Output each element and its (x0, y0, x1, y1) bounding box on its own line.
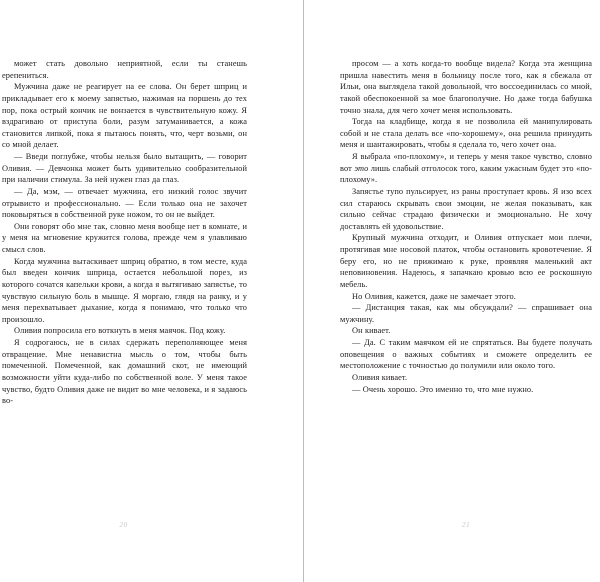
emphasised-word: это (354, 163, 369, 173)
right-page-textblock (340, 58, 592, 395)
page-number-left: 20 (119, 520, 128, 529)
paragraph: — Очень хорошо. Это именно то, что мне нужно. (352, 384, 534, 394)
paragraph: Крупный мужчина отходит, и Оливия отпускает мои плечи, протягивая мне носовой платок, чтобы остановить кровотечение. Я беру его, но не прижимаю к руке, проявляя маленький акт неповиновения. Надеюсь, я запачкаю кровью всю ее роскошную мебель. (340, 233, 592, 289)
paragraph: Но Оливия, кажется, даже не замечает этого. (352, 291, 516, 301)
paragraph-with-italic: Я выбрала «по-плохому», и теперь у меня такое чувство, словно вот это лишь слабый отголосок того, каким ужасным будет это «по-плохому». (340, 152, 592, 185)
paragraph: просом — а хоть когда-то вообще видела? Когда эта женщина пришла навестить меня в больницу после того, как я сбежала от Ильи, она выглядела такой довольной, что воссоединилась со мной, такой обеспокоенной за мое благополучие. Но даже тогда бабушка точно знала, для чего хочет меня использовать. (340, 59, 592, 115)
paragraph: Когда мужчина вытаскивает шприц обратно, в том месте, куда был введен кончик шприца, остается небольшой порез, из которого сочатся капельки крови, а когда я вытягиваю запястье, то чувствую сильную боль в мышце. Я моргаю, глядя на ранку, и у меня перехватывает дыхание, когда я понимаю, что только что произошло. (2, 256, 247, 324)
paragraph: — Дистанция такая, как мы обсуждали? — спрашивает она мужчину. (340, 303, 592, 324)
right-page (303, 0, 600, 582)
left-page-textblock (2, 58, 247, 407)
paragraph: Запястье тупо пульсирует, из раны проступает кровь. Я изо всех сил стараюсь скрывать свои эмоции, не желая показывать, как сильно сейчас страдаю физически и эмоционально. Не хочу доставлять ей удовольствие. (340, 186, 592, 231)
paragraph: — Введи поглубже, чтобы нельзя было вытащить, — говорит Оливия. — Девчонка может быть удивительно сообразительной при наличии стимула. За ней нужен глаз да глаз. (2, 152, 247, 185)
paragraph: Оливия кивает. (352, 372, 408, 382)
page-number-right: 21 (461, 520, 471, 529)
paragraph: Оливия попросила его воткнуть в меня маячок. Под кожу. (14, 326, 226, 336)
paragraph: Тогда на кладбище, когда я не позволила ей манипулировать собой и не стала делать все «по-хорошему», она решила принудить меня и шантажировать, чтобы я сделала то, чего хочет она. (340, 117, 592, 150)
paragraph: — Да. С таким маячком ей не спрятаться. Вы будете получать оповещения о важных событиях и сможете определить ее местоположение с точностью до полумили или около того. (340, 338, 592, 371)
paragraph: Я содрогаюсь, не в силах сдержать переполняющее меня отвращение. Мне ненавистна мысль о том, чтобы быть помеченной. Помеченной, как домашний скот, не имеющий возможности уйти куда-либо по собственной воле. У меня такое чувство, будто Оливия даже не видит во мне человека, и я задаюсь во- (2, 338, 247, 406)
paragraph: — Да, мэм, — отвечает мужчина, его низкий голос звучит отрывисто и профессионально. — Если только она не захочет поковыряться в собственной руке ножом, то он не выйдет. (2, 186, 247, 220)
paragraph: Мужчина даже не реагирует на ее слова. Он берет шприц и прикладывает его к моему запястью, нажимая на поршень до тех пор, пока острый кончик не вонзается в чувствительную кожу. Я вздрагиваю от приступа боли, разум затуманивается, а кожа становится липкой, пока я пытаюсь понять, что, черт возьми, он со мной делает. (2, 82, 247, 150)
paragraph: Они говорят обо мне так, словно меня вообще нет в комнате, и у меня на мгновение кружится голова, прежде чем я улавливаю смысл слов. (2, 221, 247, 254)
paragraph: может стать довольно неприятной, если ты станешь ерепениться. (2, 59, 247, 80)
paragraph: Он кивает. (352, 326, 391, 336)
